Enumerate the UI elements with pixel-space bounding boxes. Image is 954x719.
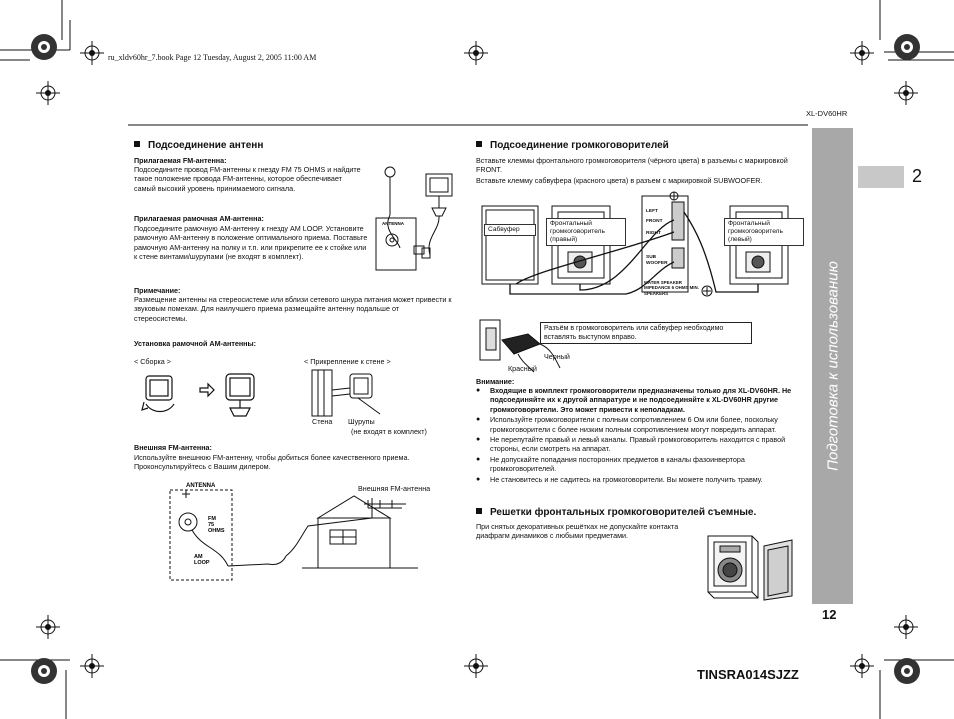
- speaker-ground-symbol: [700, 284, 714, 298]
- front-left-label: Фронтальный громкоговоритель (левый): [724, 218, 804, 246]
- front-right-label: Фронтальный громкоговоритель (правый): [546, 218, 626, 246]
- speaker-wiring-diagram: [476, 190, 806, 308]
- ext-antenna-caption: Внешняя FM-антенна: [358, 484, 431, 493]
- terminal-left: LEFT: [646, 209, 658, 214]
- connector-note: Разъём в громкоговоритель или сабвуфер необходимо вставлять выступом вправо.: [540, 322, 752, 344]
- fm-jack-label: FM: [208, 516, 216, 522]
- model-label: XL-DV60HR: [806, 109, 848, 118]
- fm-antenna-title: Прилагаемая FM-антенна:: [134, 156, 227, 165]
- ext-antenna-panel-label: ANTENNA: [186, 483, 216, 489]
- caution-item: ● Не перепутайте правый и левый каналы. Правый громкоговоритель находится с правой стороны, если смотреть на аппарат.: [476, 435, 800, 454]
- caution-title: Внимание:: [476, 377, 515, 386]
- grille-heading: [476, 507, 756, 518]
- ext-fm-text: Используйте внешнюю FM-антенну, чтобы добиться более качественного приема. Проконсультируйтесь с Вашим дилером.: [134, 453, 410, 472]
- chapter-tab: [858, 166, 904, 188]
- grille-text: При снятых декоративных решётках не допускайте контакта диафрагм динамиков с любыми предметами.: [476, 522, 679, 541]
- caution-list: [476, 386, 800, 485]
- screws-note: (не входят в комплект): [351, 427, 427, 436]
- antenna-panel-label: ANTENNA: [382, 221, 404, 226]
- terminal-sub: SUB: [646, 255, 657, 260]
- install-title: Установка рамочной AM-антенны:: [134, 339, 257, 348]
- wall-mount-label: < Прикрепление к стене >: [304, 357, 391, 366]
- note-text: Размещение антенны на стереосистеме или вблизи сетевого шнура питания может привести к звуковым помехам. Для наилучшего приема размещайте антенну подальше от стереосистемы.: [134, 295, 452, 323]
- ext-fm-title: Внешняя FM-антенна:: [134, 443, 212, 452]
- caution-item: ● Используйте громкоговорители с полным сопротивлением 6 Ом или более, поскольку громкоговорители с более низким полным сопротивлением могут повредить аппарат.: [476, 415, 800, 434]
- caution-item: ● Не допускайте попадания посторонних предметов в каналы фазоинвертора громкоговорителей.: [476, 455, 800, 474]
- caution-item: ● Входящие в комплект громкоговорители предназначены только для XL-DV60HR. Не подсоединяйте их к другой аппаратуре и не подсоединяйте к XL-DV60HR другие громкоговорители. Это может привести к неполадкам.: [476, 386, 800, 414]
- terminal-woofer: WOOFER: [646, 261, 668, 266]
- am-antenna-title: Прилагаемая рамочная AM-антенна:: [134, 214, 264, 223]
- speaker-spec-label: WATER SPEAKER IMPEDANCE 6 OHMS MIN. SPEAKERS: [644, 280, 699, 296]
- wall-caption: Стена: [312, 417, 333, 426]
- doc-code: TINSRA014SJZZ: [697, 667, 799, 682]
- note-title: Примечание:: [134, 286, 181, 295]
- fm-ohms-label: OHMS: [208, 528, 225, 534]
- speaker-heading-text: Подсоединение громкоговорителей: [490, 140, 669, 151]
- am-assembly-diagram: [140, 368, 260, 420]
- assembly-label: < Сборка >: [134, 357, 171, 366]
- screws-caption: Шурупы: [348, 417, 375, 426]
- terminal-front: FRONT: [646, 219, 663, 224]
- speaker-wiring-svg: [476, 190, 806, 308]
- terminal-right: RIGHT: [646, 231, 661, 236]
- print-header: ru_xldv60hr_7.book Page 12 Tuesday, August 2, 2005 11:00 AM: [108, 53, 317, 62]
- antenna-heading-text: Подсоединение антенн: [148, 140, 264, 151]
- am-antenna-text: Подсоедините рамочную AM-антенну к гнезду AM LOOP. Установите рамочную AM-антенну в положение оптимального приема. Поставьте рамочную AM-антенну на полку и т.п. или прикрепите ее к стойке или к стене винтами/шурупами (не входят в комплект).: [134, 224, 368, 262]
- am-wall-mount-diagram: [310, 368, 390, 420]
- ext-antenna-diagram: [168, 478, 438, 582]
- side-tab: [812, 128, 853, 604]
- ext-antenna-svg: [168, 478, 438, 582]
- side-tab-title: Подготовка к использованию: [824, 261, 841, 471]
- subwoofer-label: Сабвуфер: [484, 224, 536, 236]
- antenna-heading: [134, 140, 263, 151]
- antenna-connection-diagram: [370, 160, 466, 275]
- speaker-intro-2: Вставьте клемму сабвуфера (красного цвета) в разъем с маркировкой SUBWOOFER.: [476, 176, 763, 185]
- speaker-grille-diagram: [702, 530, 796, 602]
- chapter-number: 2: [912, 166, 923, 186]
- black-wire-label: Черный: [544, 352, 570, 361]
- speaker-intro-1: Вставьте клеммы фронтального громкоговорителя (чёрного цвета) в разъемы с маркировкой FRONT.: [476, 156, 788, 175]
- page-number: 12: [822, 607, 837, 622]
- speaker-heading: [476, 140, 669, 151]
- red-wire-label: Красный: [508, 364, 537, 373]
- caution-item: ● Не становитесь и не садитесь на громкоговорители. Вы можете получить травму.: [476, 475, 800, 484]
- fm-75-label: 75: [208, 522, 215, 528]
- fm-antenna-text: Подсоедините провод FM-антенны к гнезду FM 75 OHMS и найдите такое положение провода FM-антенны, которое обеспечивает самый высокий уровень принимаемого сигнала.: [134, 165, 361, 193]
- am-loop-label: LOOP: [194, 560, 210, 566]
- am-jack-label: AM: [194, 554, 203, 560]
- grille-heading-text: Решетки фронтальных громкоговорителей съемные.: [490, 507, 757, 518]
